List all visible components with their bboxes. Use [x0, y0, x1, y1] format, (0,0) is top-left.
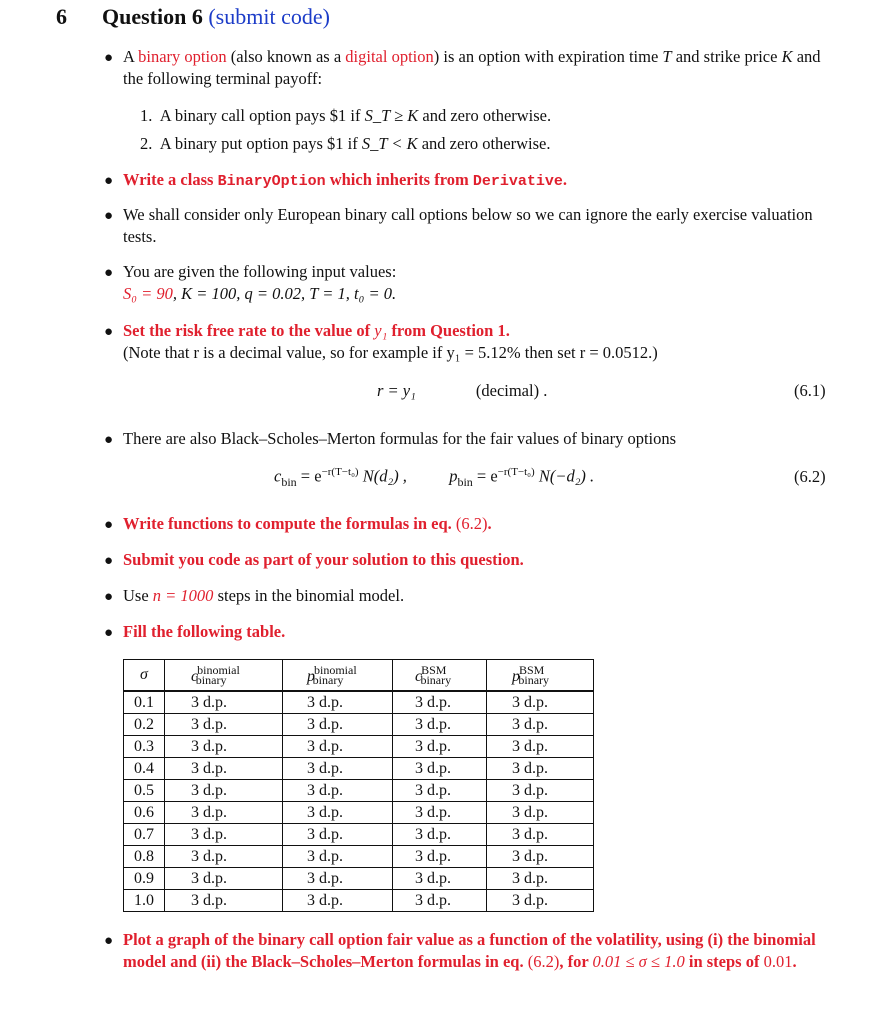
binary-option-definition: A binary option (also known as a digital option) is an option with expiration time T and strike price K and the following terminal payoff:	[123, 47, 821, 88]
value-cell: 3 d.p.	[487, 758, 594, 780]
value-cell: 3 d.p.	[165, 824, 283, 846]
value-cell: 3 d.p.	[283, 868, 393, 890]
value-cell: 3 d.p.	[283, 824, 393, 846]
header-c-bsm: $c^{BSM}_{binary}$	[393, 660, 487, 692]
eq-ref-6-2[interactable]: (6.2)	[527, 951, 560, 971]
bullet-icon: ●	[104, 324, 114, 340]
value-cell: 3 d.p.	[165, 691, 283, 714]
value-cell: 3 d.p.	[393, 824, 487, 846]
value-cell: 3 d.p.	[165, 780, 283, 802]
table-row	[124, 758, 594, 780]
header-p-binomial: $p^{binomial}_{binary}$	[283, 660, 393, 692]
binomial-steps-note: Use n = 1000 steps in the binomial model.	[123, 586, 405, 605]
bullet-icon: ●	[104, 173, 114, 189]
equation-number: (6.2)	[794, 467, 826, 486]
results-table	[123, 659, 594, 912]
value-cell: 3 d.p.	[393, 736, 487, 758]
value-cell: 3 d.p.	[487, 736, 594, 758]
eq-ref-6-2[interactable]: (6.2)	[455, 514, 488, 533]
section-heading	[56, 4, 330, 30]
section-title: Question 6	[102, 4, 203, 29]
s0-value: S₀ = 90	[123, 284, 173, 303]
bullet-icon: ●	[104, 933, 114, 949]
value-cell: 3 d.p.	[283, 802, 393, 824]
sigma-range: 0.01 ≤ σ ≤ 1.0	[592, 951, 685, 971]
bsm-formulas-intro: There are also Black–Scholes–Merton formulas for the fair values of binary options	[123, 429, 677, 448]
value-cell: 3 d.p.	[487, 868, 594, 890]
header-c-binomial: $c^{binomial}_{binary}$	[165, 660, 283, 692]
bullet-icon: ●	[104, 432, 114, 448]
value-cell: 3 d.p.	[487, 846, 594, 868]
equation-6-2: $c_{bin} = e^{-r(T-t_0)}$ N(d₂) , $p_{bin} = e^{-r(T-t_0)}$ N(−d₂) .	[274, 466, 595, 489]
european-note: We shall consider only European binary call options below so we can ignore the early exercise valuation tests.	[123, 205, 813, 246]
sigma-cell: 1.0	[124, 890, 165, 912]
value-cell: 3 d.p.	[283, 890, 393, 912]
value-cell: 3 d.p.	[165, 846, 283, 868]
value-cell: 3 d.p.	[283, 736, 393, 758]
value-cell: 3 d.p.	[165, 802, 283, 824]
value-cell: 3 d.p.	[165, 714, 283, 736]
value-cell: 3 d.p.	[393, 780, 487, 802]
table-row	[124, 868, 594, 890]
value-cell: 3 d.p.	[393, 714, 487, 736]
write-class-instruction: Write a class BinaryOption which inherits from Derivative.	[123, 170, 568, 190]
table-row	[124, 714, 594, 736]
n-steps-value: n = 1000	[152, 586, 214, 605]
bullet-icon: ●	[104, 50, 114, 66]
value-cell: 3 d.p.	[393, 846, 487, 868]
section-number: 6	[56, 4, 67, 29]
header-sigma: σ	[124, 660, 165, 692]
table-row	[124, 824, 594, 846]
sigma-cell: 0.2	[124, 714, 165, 736]
value-cell: 3 d.p.	[283, 846, 393, 868]
value-cell: 3 d.p.	[393, 868, 487, 890]
value-cell: 3 d.p.	[393, 691, 487, 714]
sigma-cell: 0.4	[124, 758, 165, 780]
sigma-cell: 0.6	[124, 802, 165, 824]
value-cell: 3 d.p.	[487, 802, 594, 824]
value-cell: 3 d.p.	[165, 736, 283, 758]
bullet-icon: ●	[104, 625, 114, 641]
table-row	[124, 780, 594, 802]
plot-instruction: Plot a graph of the binary call option fair value as a function of the volatility, using (i) the binomial model and (ii) the Black–Scholes–Merton formulas in eq. (6.2), for 0.01 ≤ σ ≤ 1.0 in steps of 0.01.	[123, 930, 816, 971]
header-p-bsm: $p^{BSM}_{binary}$	[487, 660, 594, 692]
value-cell: 3 d.p.	[487, 890, 594, 912]
table-header-row	[124, 660, 594, 692]
value-cell: 3 d.p.	[165, 868, 283, 890]
sigma-cell: 0.3	[124, 736, 165, 758]
value-cell: 3 d.p.	[393, 890, 487, 912]
bullet-icon: ●	[104, 553, 114, 569]
term-binary-option: binary option	[138, 47, 227, 66]
bullet-icon: ●	[104, 589, 114, 605]
sigma-cell: 0.7	[124, 824, 165, 846]
table-row	[124, 691, 594, 714]
table-row	[124, 802, 594, 824]
value-cell: 3 d.p.	[487, 824, 594, 846]
table-row	[124, 736, 594, 758]
sigma-cell: 0.5	[124, 780, 165, 802]
class-name-code: BinaryOption	[217, 173, 326, 190]
risk-free-rate-instruction: Set the risk free rate to the value of y₁ from Question 1. (Note that r is a decimal value, so for example if y₁ = 5.12% then set r = 0.0512.)	[123, 321, 658, 362]
value-cell: 3 d.p.	[283, 714, 393, 736]
enum-item-put: 2. A binary put option pays $1 if S_T < K and zero otherwise.	[140, 134, 551, 153]
fill-table-instruction: Fill the following table.	[123, 622, 286, 641]
submit-code-link[interactable]: (submit code)	[208, 4, 330, 29]
equation-6-1: r = y₁ (decimal) .	[377, 381, 548, 400]
value-cell: 3 d.p.	[487, 714, 594, 736]
equation-number: (6.1)	[794, 381, 826, 400]
bullet-icon: ●	[104, 265, 114, 281]
submit-code-instruction: Submit you code as part of your solution to this question.	[123, 550, 524, 569]
value-cell: 3 d.p.	[487, 691, 594, 714]
enum-item-call: 1. A binary call option pays $1 if S_T ≥ K and zero otherwise.	[140, 106, 552, 125]
sigma-step: 0.01	[763, 951, 793, 971]
sigma-cell: 0.8	[124, 846, 165, 868]
table-row	[124, 846, 594, 868]
value-cell: 3 d.p.	[283, 691, 393, 714]
sigma-cell: 0.9	[124, 868, 165, 890]
write-functions-instruction: Write functions to compute the formulas in eq. (6.2).	[123, 514, 492, 533]
value-cell: 3 d.p.	[393, 802, 487, 824]
table-row	[124, 890, 594, 912]
value-cell: 3 d.p.	[165, 890, 283, 912]
input-values: You are given the following input values: S₀ = 90, K = 100, q = 0.02, T = 1, t₀ = 0.	[123, 262, 397, 303]
bullet-icon: ●	[104, 208, 114, 224]
value-cell: 3 d.p.	[165, 758, 283, 780]
value-cell: 3 d.p.	[283, 780, 393, 802]
base-class-code: Derivative	[472, 173, 563, 190]
term-digital-option: digital option	[345, 47, 434, 66]
bullet-icon: ●	[104, 517, 114, 533]
sigma-cell: 0.1	[124, 691, 165, 714]
value-cell: 3 d.p.	[393, 758, 487, 780]
value-cell: 3 d.p.	[283, 758, 393, 780]
value-cell: 3 d.p.	[487, 780, 594, 802]
